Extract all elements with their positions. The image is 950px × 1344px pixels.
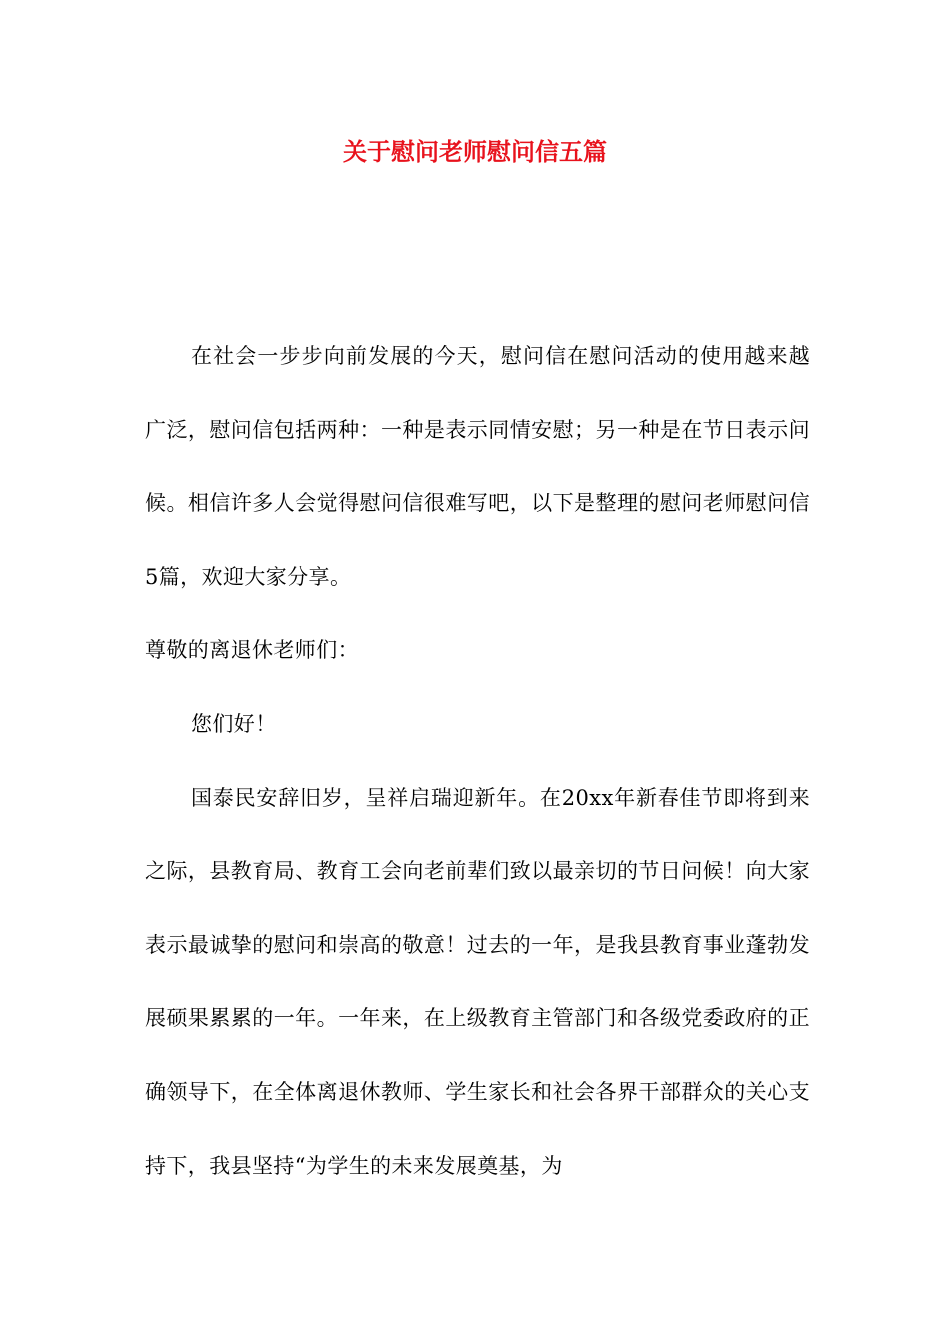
greeting: 您们好！ — [191, 711, 277, 736]
salutation: 尊敬的离退休老师们： — [145, 638, 359, 663]
document-title: 关于慰问老师慰问信五篇 — [343, 137, 607, 166]
document-body — [145, 320, 810, 1203]
intro-paragraph: 在社会一步步向前发展的今天，慰问信在慰问活动的使用越来越广泛，慰问信包括两种：一种是表示同情安慰；另一种是在节日表示问候。相信许多人会觉得慰问信很难写吧，以下是整理的慰问老师慰问信5篇，欢迎大家分享。 — [145, 344, 810, 589]
letter-body-paragraph: 国泰民安辞旧岁，呈祥启瑞迎新年。在20xx年新春佳节即将到来之际，县教育局、教育工会向老前辈们致以最亲切的节日问候！向大家表示最诚挚的慰问和崇高的敬意！过去的一年，是我县教育事业蓬勃发展硕果累累的一年。一年来，在上级教育主管部门和各级党委政府的正确领导下，在全体离退休教师、学生家长和社会各界干部群众的关心支持下，我县坚持“为学生的未来发展奠基，为 — [145, 785, 810, 1178]
